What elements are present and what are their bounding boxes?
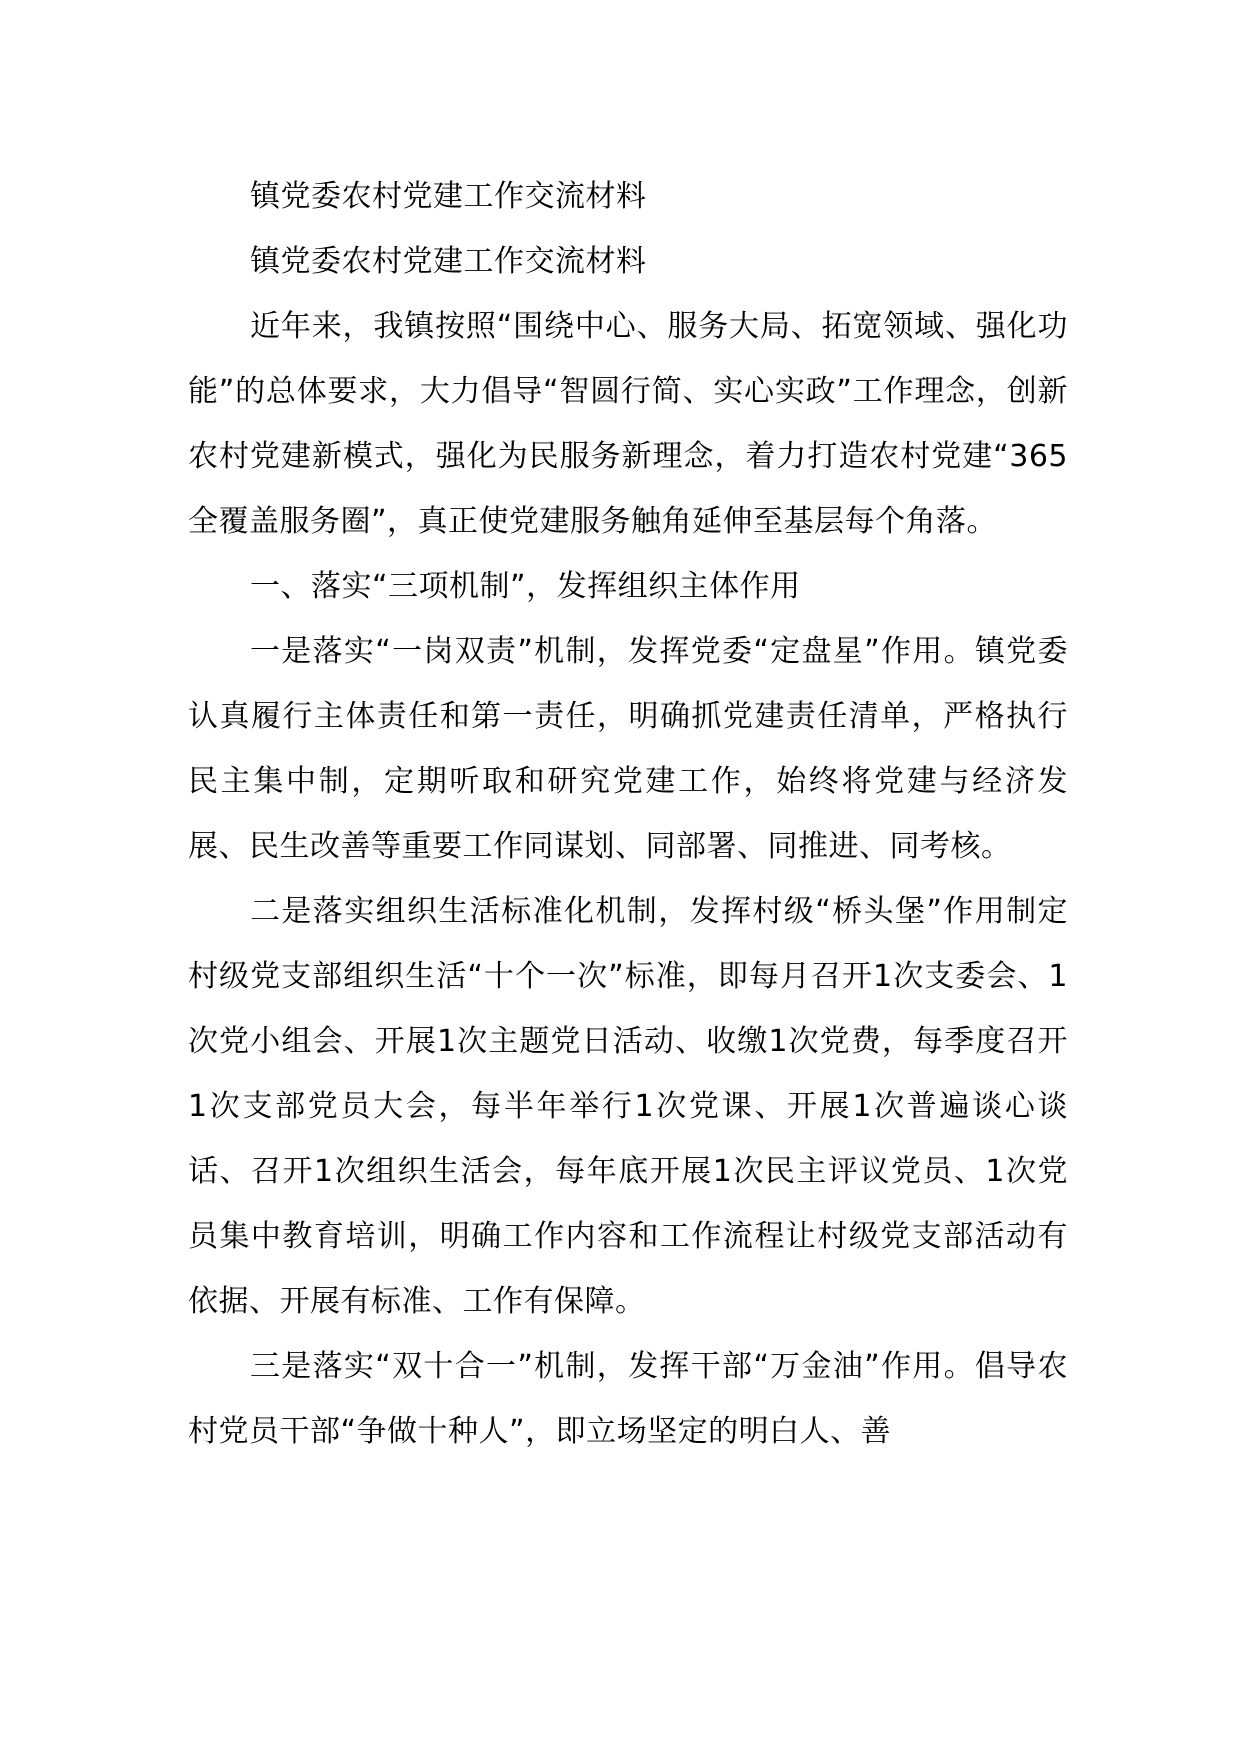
document-title: 镇党委农村党建工作交流材料 bbox=[250, 179, 647, 214]
intro-paragraph: 近年来，我镇按照“围绕中心、服务大局、拓宽领域、强化功能”的总体要求，大力倡导“智圆行简、实心实政”工作理念，创新农村党建新模式，强化为民服务新理念，着力打造农村党建“365全覆盖服务圈”，真正使党建服务触角延伸至基层每个角落。 bbox=[188, 309, 1068, 539]
document-body bbox=[188, 164, 1068, 1464]
paragraph-mechanism-1: 一是落实“一岗双责”机制，发挥党委“定盘星”作用。镇党委认真履行主体责任和第一责任，明确抓党建责任清单，严格执行民主集中制，定期听取和研究党建工作，始终将党建与经济发展、民生改善等重要工作同谋划、同部署、同推进、同考核。 bbox=[188, 634, 1068, 864]
document-subtitle: 镇党委农村党建工作交流材料 bbox=[250, 244, 647, 279]
section-heading: 一、落实“三项机制”，发挥组织主体作用 bbox=[250, 569, 801, 604]
paragraph-mechanism-3: 三是落实“双十合一”机制，发挥干部“万金油”作用。倡导农村党员干部“争做十种人”，即立场坚定的明白人、善 bbox=[188, 1349, 1068, 1449]
paragraph-mechanism-2: 二是落实组织生活标准化机制，发挥村级“桥头堡”作用制定村级党支部组织生活“十个一次”标准，即每月召开1次支委会、1次党小组会、开展1次主题党日活动、收缴1次党费，每季度召开1次支部党员大会，每半年举行1次党课、开展1次普遍谈心谈话、召开1次组织生活会，每年底开展1次民主评议党员、1次党员集中教育培训，明确工作内容和工作流程让村级党支部活动有依据、开展有标准、工作有保障。 bbox=[188, 894, 1068, 1319]
